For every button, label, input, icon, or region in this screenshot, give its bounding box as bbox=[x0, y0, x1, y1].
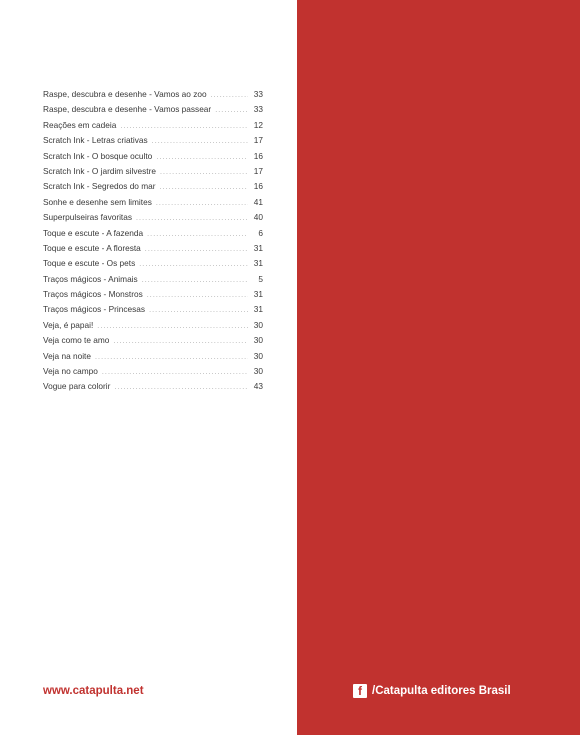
index-item-page: 33 bbox=[253, 89, 263, 99]
index-item bbox=[43, 241, 263, 256]
index-item-title: Reações em cadeia bbox=[43, 119, 117, 130]
index-item bbox=[43, 272, 263, 287]
index-item bbox=[43, 118, 263, 133]
index-item-page: 17 bbox=[253, 165, 263, 176]
index-item bbox=[43, 226, 263, 241]
index-item-page: 31 bbox=[253, 304, 263, 315]
dot-leader bbox=[211, 88, 248, 103]
dot-leader bbox=[114, 380, 248, 395]
index-item bbox=[43, 210, 263, 225]
dot-leader bbox=[142, 273, 248, 288]
index-item bbox=[43, 256, 263, 271]
index-item-title: Toque e escute - Os pets bbox=[43, 258, 136, 269]
index-item bbox=[43, 133, 263, 148]
dot-leader bbox=[156, 150, 248, 165]
index-item bbox=[43, 364, 263, 379]
facebook-link[interactable] bbox=[353, 684, 511, 698]
index-item-page: 33 bbox=[253, 104, 263, 115]
index-item-page: 30 bbox=[253, 319, 263, 330]
index-item-title: Scratch Ink - O jardim silvestre bbox=[43, 165, 156, 176]
index-item-title: Scratch Ink - Segredos do mar bbox=[43, 181, 156, 192]
index-item bbox=[43, 333, 263, 348]
index-item-page: 31 bbox=[253, 289, 263, 300]
index-item-title: Veja na noite bbox=[43, 350, 91, 361]
index-item-page: 6 bbox=[258, 227, 263, 238]
index-item-title: Traços mágicos - Monstros bbox=[43, 289, 143, 300]
index-item bbox=[43, 87, 263, 102]
index-item bbox=[43, 287, 263, 302]
dot-leader bbox=[149, 303, 248, 318]
index-item-title: Veja, é papai! bbox=[43, 319, 94, 330]
index-item-page: 30 bbox=[253, 335, 263, 346]
dot-leader bbox=[145, 242, 248, 257]
index-item-title: Veja no campo bbox=[43, 366, 98, 377]
index-item-page: 17 bbox=[253, 135, 263, 146]
index-item-title: Sonhe e desenhe sem limites bbox=[43, 196, 152, 207]
dot-leader bbox=[97, 319, 248, 334]
dot-leader bbox=[147, 227, 248, 242]
dot-leader bbox=[215, 103, 248, 118]
index-item bbox=[43, 195, 263, 210]
index-item bbox=[43, 102, 263, 117]
index-item-title: Superpulseiras favoritas bbox=[43, 212, 133, 223]
index-item-title: Scratch Ink - O bosque oculto bbox=[43, 150, 153, 161]
index-item-page: 40 bbox=[253, 212, 263, 223]
index-item-title: Traços mágicos - Princesas bbox=[43, 304, 146, 315]
index-item-page: 16 bbox=[253, 150, 263, 161]
index-item-title: Toque e escute - A fazenda bbox=[43, 227, 144, 238]
dot-leader bbox=[147, 288, 248, 303]
index-item bbox=[43, 302, 263, 317]
dot-leader bbox=[152, 134, 248, 149]
dot-leader bbox=[113, 334, 248, 349]
index-item bbox=[43, 164, 263, 179]
index-item bbox=[43, 379, 263, 394]
dot-leader bbox=[139, 257, 248, 272]
index-item-page: 5 bbox=[258, 273, 263, 284]
dot-leader bbox=[160, 165, 248, 180]
facebook-label: /Catapulta editores Brasil bbox=[372, 685, 511, 697]
website-link[interactable]: www.catapulta.net bbox=[43, 685, 144, 697]
index-item bbox=[43, 149, 263, 164]
dot-leader bbox=[120, 119, 248, 134]
index-item bbox=[43, 349, 263, 364]
dot-leader bbox=[160, 180, 248, 195]
dot-leader bbox=[102, 365, 248, 380]
index-item-page: 12 bbox=[253, 119, 263, 130]
dot-leader bbox=[136, 211, 248, 226]
index-item-title: Traços mágicos - Animais bbox=[43, 273, 138, 284]
index-item-page: 16 bbox=[253, 181, 263, 192]
facebook-icon: f bbox=[353, 684, 367, 698]
index-item-title: Vogue para colorir bbox=[43, 381, 111, 392]
index-item-title: Scratch Ink - Letras criativas bbox=[43, 135, 148, 146]
index-item bbox=[43, 318, 263, 333]
index-item-page: 43 bbox=[253, 381, 263, 392]
index-item-title: Veja como te amo bbox=[43, 335, 110, 346]
dot-leader bbox=[95, 350, 248, 365]
index-item-title: Raspe, descubra e desenhe - Vamos ao zoo bbox=[43, 89, 207, 99]
index-item-title: Toque e escute - A floresta bbox=[43, 242, 141, 253]
dot-leader bbox=[156, 196, 248, 211]
index-item-page: 31 bbox=[253, 258, 263, 269]
index-item-page: 30 bbox=[253, 350, 263, 361]
index-list bbox=[43, 87, 263, 395]
index-item-page: 30 bbox=[253, 366, 263, 377]
index-item-title: Raspe, descubra e desenhe - Vamos passear bbox=[43, 104, 212, 115]
index-item-page: 31 bbox=[253, 242, 263, 253]
index-item-page: 41 bbox=[253, 196, 263, 207]
index-item bbox=[43, 179, 263, 194]
red-panel bbox=[297, 0, 580, 735]
